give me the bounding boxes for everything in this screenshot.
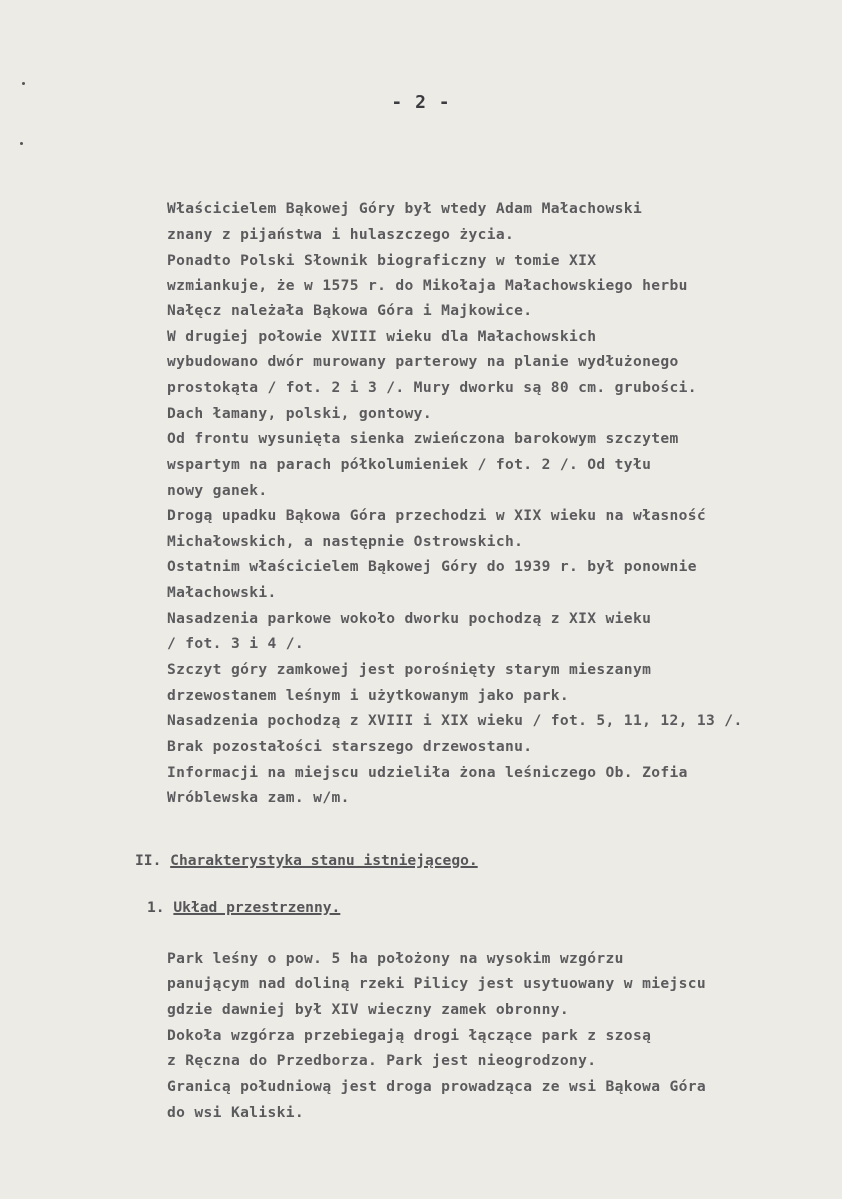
text-line: Brak pozostałości starszego drzewostanu. [167, 738, 533, 755]
text-line: do wsi Kaliski. [167, 1104, 305, 1121]
text-line: W drugiej połowie XVIII wieku dla Małachowskich [167, 328, 597, 345]
text-line: Informacji na miejscu udzieliła żona leśniczego Ob. Zofia [167, 764, 688, 781]
text-line: Od frontu wysunięta sienka zwieńczona barokowym szczytem [167, 430, 679, 447]
text-line: wybudowano dwór murowany parterowy na planie wydłużonego [167, 353, 679, 370]
text-line: Dokoła wzgórza przebiegają drogi łączące park z szosą [167, 1027, 652, 1044]
subsection-title: Układ przestrzenny. [173, 899, 341, 916]
text-line: panującym nad doliną rzeki Pilicy jest usytuowany w miejscu [167, 975, 707, 992]
text-line: Małachowski. [167, 584, 277, 601]
section-title: Charakterystyka stanu istniejącego. [170, 852, 478, 869]
section-number: II. [135, 852, 162, 869]
text-line: gdzie dawniej był XIV wieczny zamek obronny. [167, 1001, 569, 1018]
text-line: Ostatnim właścicielem Bąkowej Góry do 1939 r. był ponownie [167, 558, 697, 575]
text-line: z Ręczna do Przedborza. Park jest nieogrodzony. [167, 1052, 597, 1069]
text-line: Ponadto Polski Słownik biograficzny w tomie XIX [167, 252, 597, 269]
text-line: nowy ganek. [167, 482, 268, 499]
text-line: prostokąta / fot. 2 i 3 /. Mury dworku są 80 cm. grubości. [167, 379, 697, 396]
page-number: - 2 - [391, 92, 451, 113]
text-line: drzewostanem leśnym i użytkowanym jako park. [167, 687, 569, 704]
text-line: Park leśny o pow. 5 ha położony na wysokim wzgórzu [167, 950, 624, 967]
text-line: Nałęcz należała Bąkowa Góra i Majkowice. [167, 302, 533, 319]
margin-mark [20, 142, 23, 145]
text-line: Szczyt góry zamkowej jest porośnięty starym mieszanym [167, 661, 652, 678]
text-line: Granicą południową jest droga prowadząca ze wsi Bąkowa Góra [167, 1078, 707, 1095]
text-line: Drogą upadku Bąkowa Góra przechodzi w XIX wieku na własność [167, 507, 707, 524]
section-heading [135, 852, 478, 869]
text-line: Nasadzenia parkowe wokoło dworku pochodzą z XIX wieku [167, 610, 652, 627]
text-line: Właścicielem Bąkowej Góry był wtedy Adam Małachowski [167, 200, 643, 217]
margin-mark [22, 82, 25, 85]
subsection-number: 1. [147, 899, 165, 916]
text-line: wzmiankuje, że w 1575 r. do Mikołaja Małachowskiego herbu [167, 277, 688, 294]
text-line: Michałowskich, a następnie Ostrowskich. [167, 533, 524, 550]
text-line: znany z pijaństwa i hulaszczego życia. [167, 226, 515, 243]
subsection-heading [147, 899, 340, 916]
text-line: Nasadzenia pochodzą z XVIII i XIX wieku / fot. 5, 11, 12, 13 /. [167, 712, 743, 729]
text-line: Dach łamany, polski, gontowy. [167, 405, 432, 422]
text-line: Wróblewska zam. w/m. [167, 789, 350, 806]
text-line: / fot. 3 i 4 /. [167, 635, 305, 652]
text-line: wspartym na parach półkolumieniek / fot. 2 /. Od tyłu [167, 456, 652, 473]
